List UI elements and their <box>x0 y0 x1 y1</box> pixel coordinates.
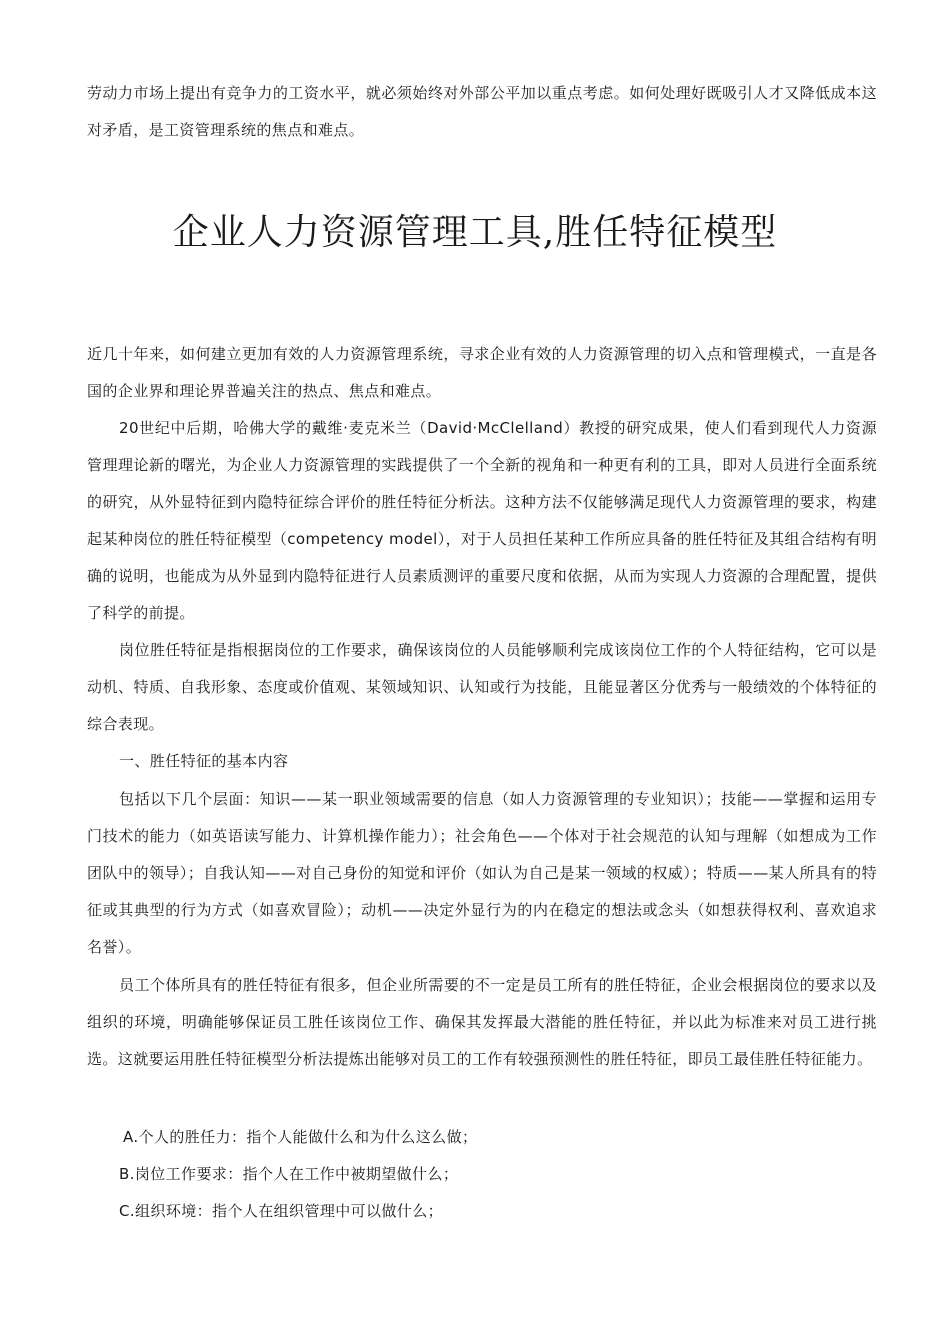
list-item: A.个人的胜任力：指个人能做什么和为什么这么做； <box>123 1128 478 1146</box>
page-title: 企业人力资源管理工具,胜任特征模型 <box>172 212 778 253</box>
continuation-paragraph: 劳动力市场上提出有竞争力的工资水平，就必须始终对外部公平加以重点考虑。如何处理好既吸引人才又降低成本这对矛盾，是工资管理系统的焦点和难点。 <box>87 84 877 139</box>
section-heading: 一、胜任特征的基本内容 <box>119 752 289 770</box>
intro-paragraph: 近几十年来，如何建立更加有效的人力资源管理系统，寻求企业有效的人力资源管理的切入点和管理模式，一直是各国的企业界和理论界普遍关注的热点、焦点和难点。 <box>87 345 877 400</box>
list-item: B.岗位工作要求：指个人在工作中被期望做什么； <box>119 1165 459 1183</box>
content-paragraph: 包括以下几个层面：知识——某一职业领域需要的信息（如人力资源管理的专业知识）；技能——掌握和运用专门技术的能力（如英语读写能力、计算机操作能力）；社会角色——个体对于社会规范的认知与理解（如想成为工作团队中的领导）；自我认知——对自己身份的知觉和评价（如认为自己是某一领域的权威）；特质——某人所具有的特征或其典型的行为方式（如喜欢冒险）；动机——决定外显行为的内在稳定的想法或念头（如想获得权利、喜欢追求名誉）。 <box>87 790 877 956</box>
definition-paragraph: 岗位胜任特征是指根据岗位的工作要求，确保该岗位的人员能够顺利完成该岗位工作的个人特征结构，它可以是动机、特质、自我形象、态度或价值观、某领域知识、认知或行为技能，且能显著区分优秀与一般绩效的个体特征的综合表现。 <box>87 641 877 733</box>
list-item: C.组织环境：指个人在组织管理中可以做什么； <box>119 1202 444 1220</box>
history-paragraph: 20世纪中后期，哈佛大学的戴维·麦克米兰（David·McClelland）教授的研究成果，使人们看到现代人力资源管理理论新的曙光，为企业人力资源管理的实践提供了一个全新的视角和一种更有利的工具，即对人员进行全面系统的研究，从外显特征到内隐特征综合评价的胜任特征分析法。这种方法不仅能够满足现代人力资源管理的要求，构建起某种岗位的胜任特征模型（competency model），对于人员担任某种工作所应具备的胜任特征及其组合结构有明确的说明，也能成为从外显到内隐特征进行人员素质测评的重要尺度和依据，从而为实现人力资源的合理配置，提供了科学的前提。 <box>87 419 877 622</box>
selection-paragraph: 员工个体所具有的胜任特征有很多，但企业所需要的不一定是员工所有的胜任特征，企业会根据岗位的要求以及组织的环境，明确能够保证员工胜任该岗位工作、确保其发挥最大潜能的胜任特征，并以此为标准来对员工进行挑选。这就要运用胜任特征模型分析法提炼出能够对员工的工作有较强预测性的胜任特征，即员工最佳胜任特征能力。 <box>87 976 877 1068</box>
